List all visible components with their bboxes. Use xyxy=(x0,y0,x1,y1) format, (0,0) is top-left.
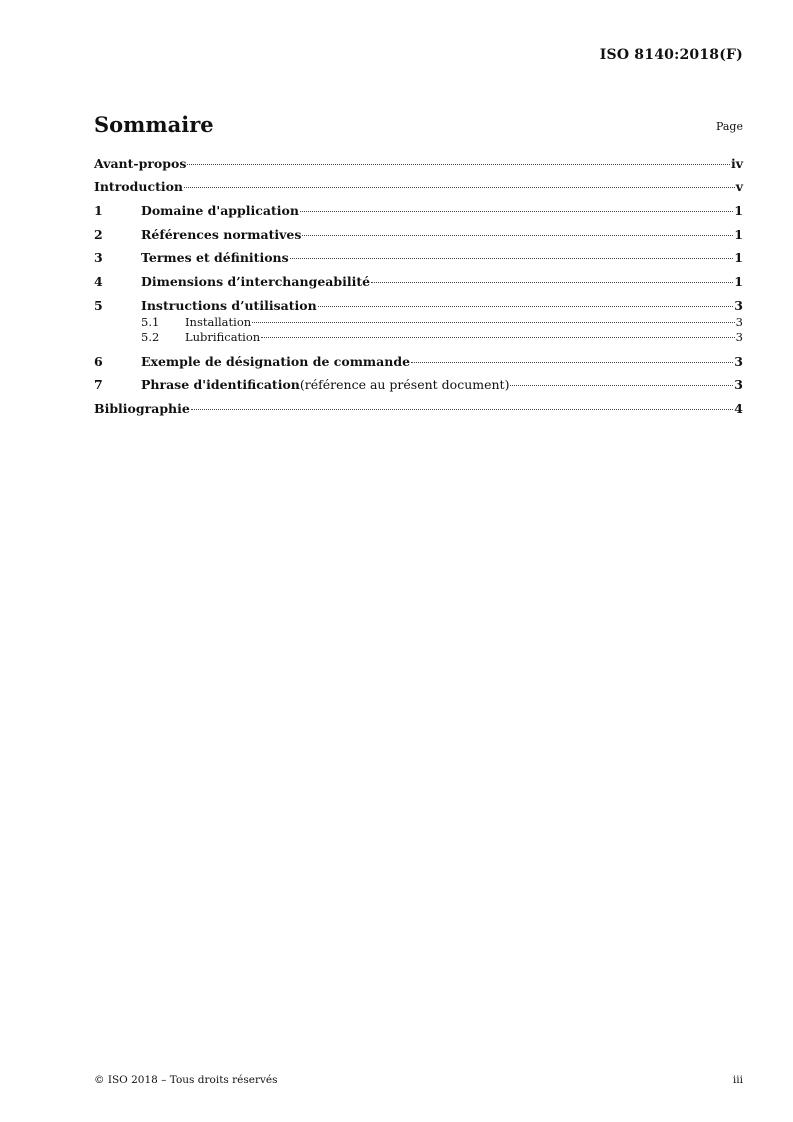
toc-entry-2[interactable] xyxy=(94,227,743,243)
toc-entry-5[interactable] xyxy=(94,298,743,314)
toc-header xyxy=(94,112,743,142)
toc-entry-label: Termes et définitions xyxy=(141,250,289,265)
toc-title: Sommaire xyxy=(94,112,214,137)
dot-leader xyxy=(318,306,734,307)
toc-entry-label: Exemple de désignation de commande xyxy=(141,354,411,369)
toc-entry-page: 1 xyxy=(734,274,743,289)
toc-entry-7[interactable] xyxy=(94,377,743,393)
toc-entry-label: Phrase d'identification xyxy=(141,377,300,392)
toc-entry-page: 1 xyxy=(734,227,743,242)
toc-entry-page: 1 xyxy=(734,203,743,218)
toc-entry-label: Installation xyxy=(185,315,252,329)
dot-leader xyxy=(510,385,733,386)
toc-entry-label: Instructions d’utilisation xyxy=(141,298,317,313)
toc-entry-avant-propos[interactable] xyxy=(94,156,743,172)
toc-entry-6[interactable] xyxy=(94,354,743,370)
toc-entry-page: 3 xyxy=(734,377,743,392)
toc-entry-number: 2 xyxy=(94,227,103,242)
toc-entry-label: Bibliographie xyxy=(94,401,190,416)
toc-entry-number: 7 xyxy=(94,377,103,392)
toc-entry-introduction[interactable] xyxy=(94,179,743,195)
toc-entry-number: 4 xyxy=(94,274,103,289)
dot-leader xyxy=(371,282,733,283)
toc-entry-number: 5.2 xyxy=(141,330,160,344)
toc-entry-label: Références normatives xyxy=(141,227,302,242)
toc-entry-number: 1 xyxy=(94,203,103,218)
toc-entry-page: 3 xyxy=(734,354,743,369)
toc-entry-number: 5.1 xyxy=(141,315,160,329)
toc-entry-1[interactable] xyxy=(94,203,743,219)
toc-entry-page: 3 xyxy=(735,330,743,344)
toc-entry-number: 5 xyxy=(94,298,103,313)
page-column-label: Page xyxy=(715,120,743,133)
dot-leader xyxy=(411,362,733,363)
toc-entry-4[interactable] xyxy=(94,274,743,290)
dot-leader xyxy=(261,337,734,338)
dot-leader xyxy=(252,322,735,323)
toc-entry-number: 6 xyxy=(94,354,103,369)
toc-entry-label: Introduction xyxy=(94,179,184,194)
dot-leader xyxy=(302,235,733,236)
toc-entry-number: 3 xyxy=(94,250,103,265)
toc-entry-5-2[interactable] xyxy=(94,330,743,344)
toc-entry-suffix: (référence au présent document) xyxy=(299,377,510,392)
toc-entry-page: 4 xyxy=(734,401,743,416)
page-number: iii xyxy=(732,1074,743,1086)
toc-entry-page: 1 xyxy=(734,250,743,265)
toc-entry-3[interactable] xyxy=(94,250,743,266)
toc-entry-page: 3 xyxy=(735,315,743,329)
toc-entry-page: 3 xyxy=(734,298,743,313)
toc-entry-page: iv xyxy=(730,156,743,171)
dot-leader xyxy=(187,164,730,165)
copyright-notice: © ISO 2018 – Tous droits réservés xyxy=(94,1074,278,1086)
toc-entry-label: Avant-propos xyxy=(94,156,187,171)
toc-entry-page: v xyxy=(735,179,743,194)
dot-leader xyxy=(184,187,735,188)
toc-entry-label: Dimensions d’interchangeabilité xyxy=(141,274,371,289)
dot-leader xyxy=(300,211,733,212)
dot-leader xyxy=(290,258,734,259)
toc-entry-label: Lubrification xyxy=(185,330,261,344)
document-id: ISO 8140:2018(F) xyxy=(599,47,743,63)
dot-leader xyxy=(191,409,733,410)
toc-entry-bibliographie[interactable] xyxy=(94,401,743,417)
toc-entry-5-1[interactable] xyxy=(94,315,743,329)
toc-entry-label: Domaine d'application xyxy=(141,203,299,218)
